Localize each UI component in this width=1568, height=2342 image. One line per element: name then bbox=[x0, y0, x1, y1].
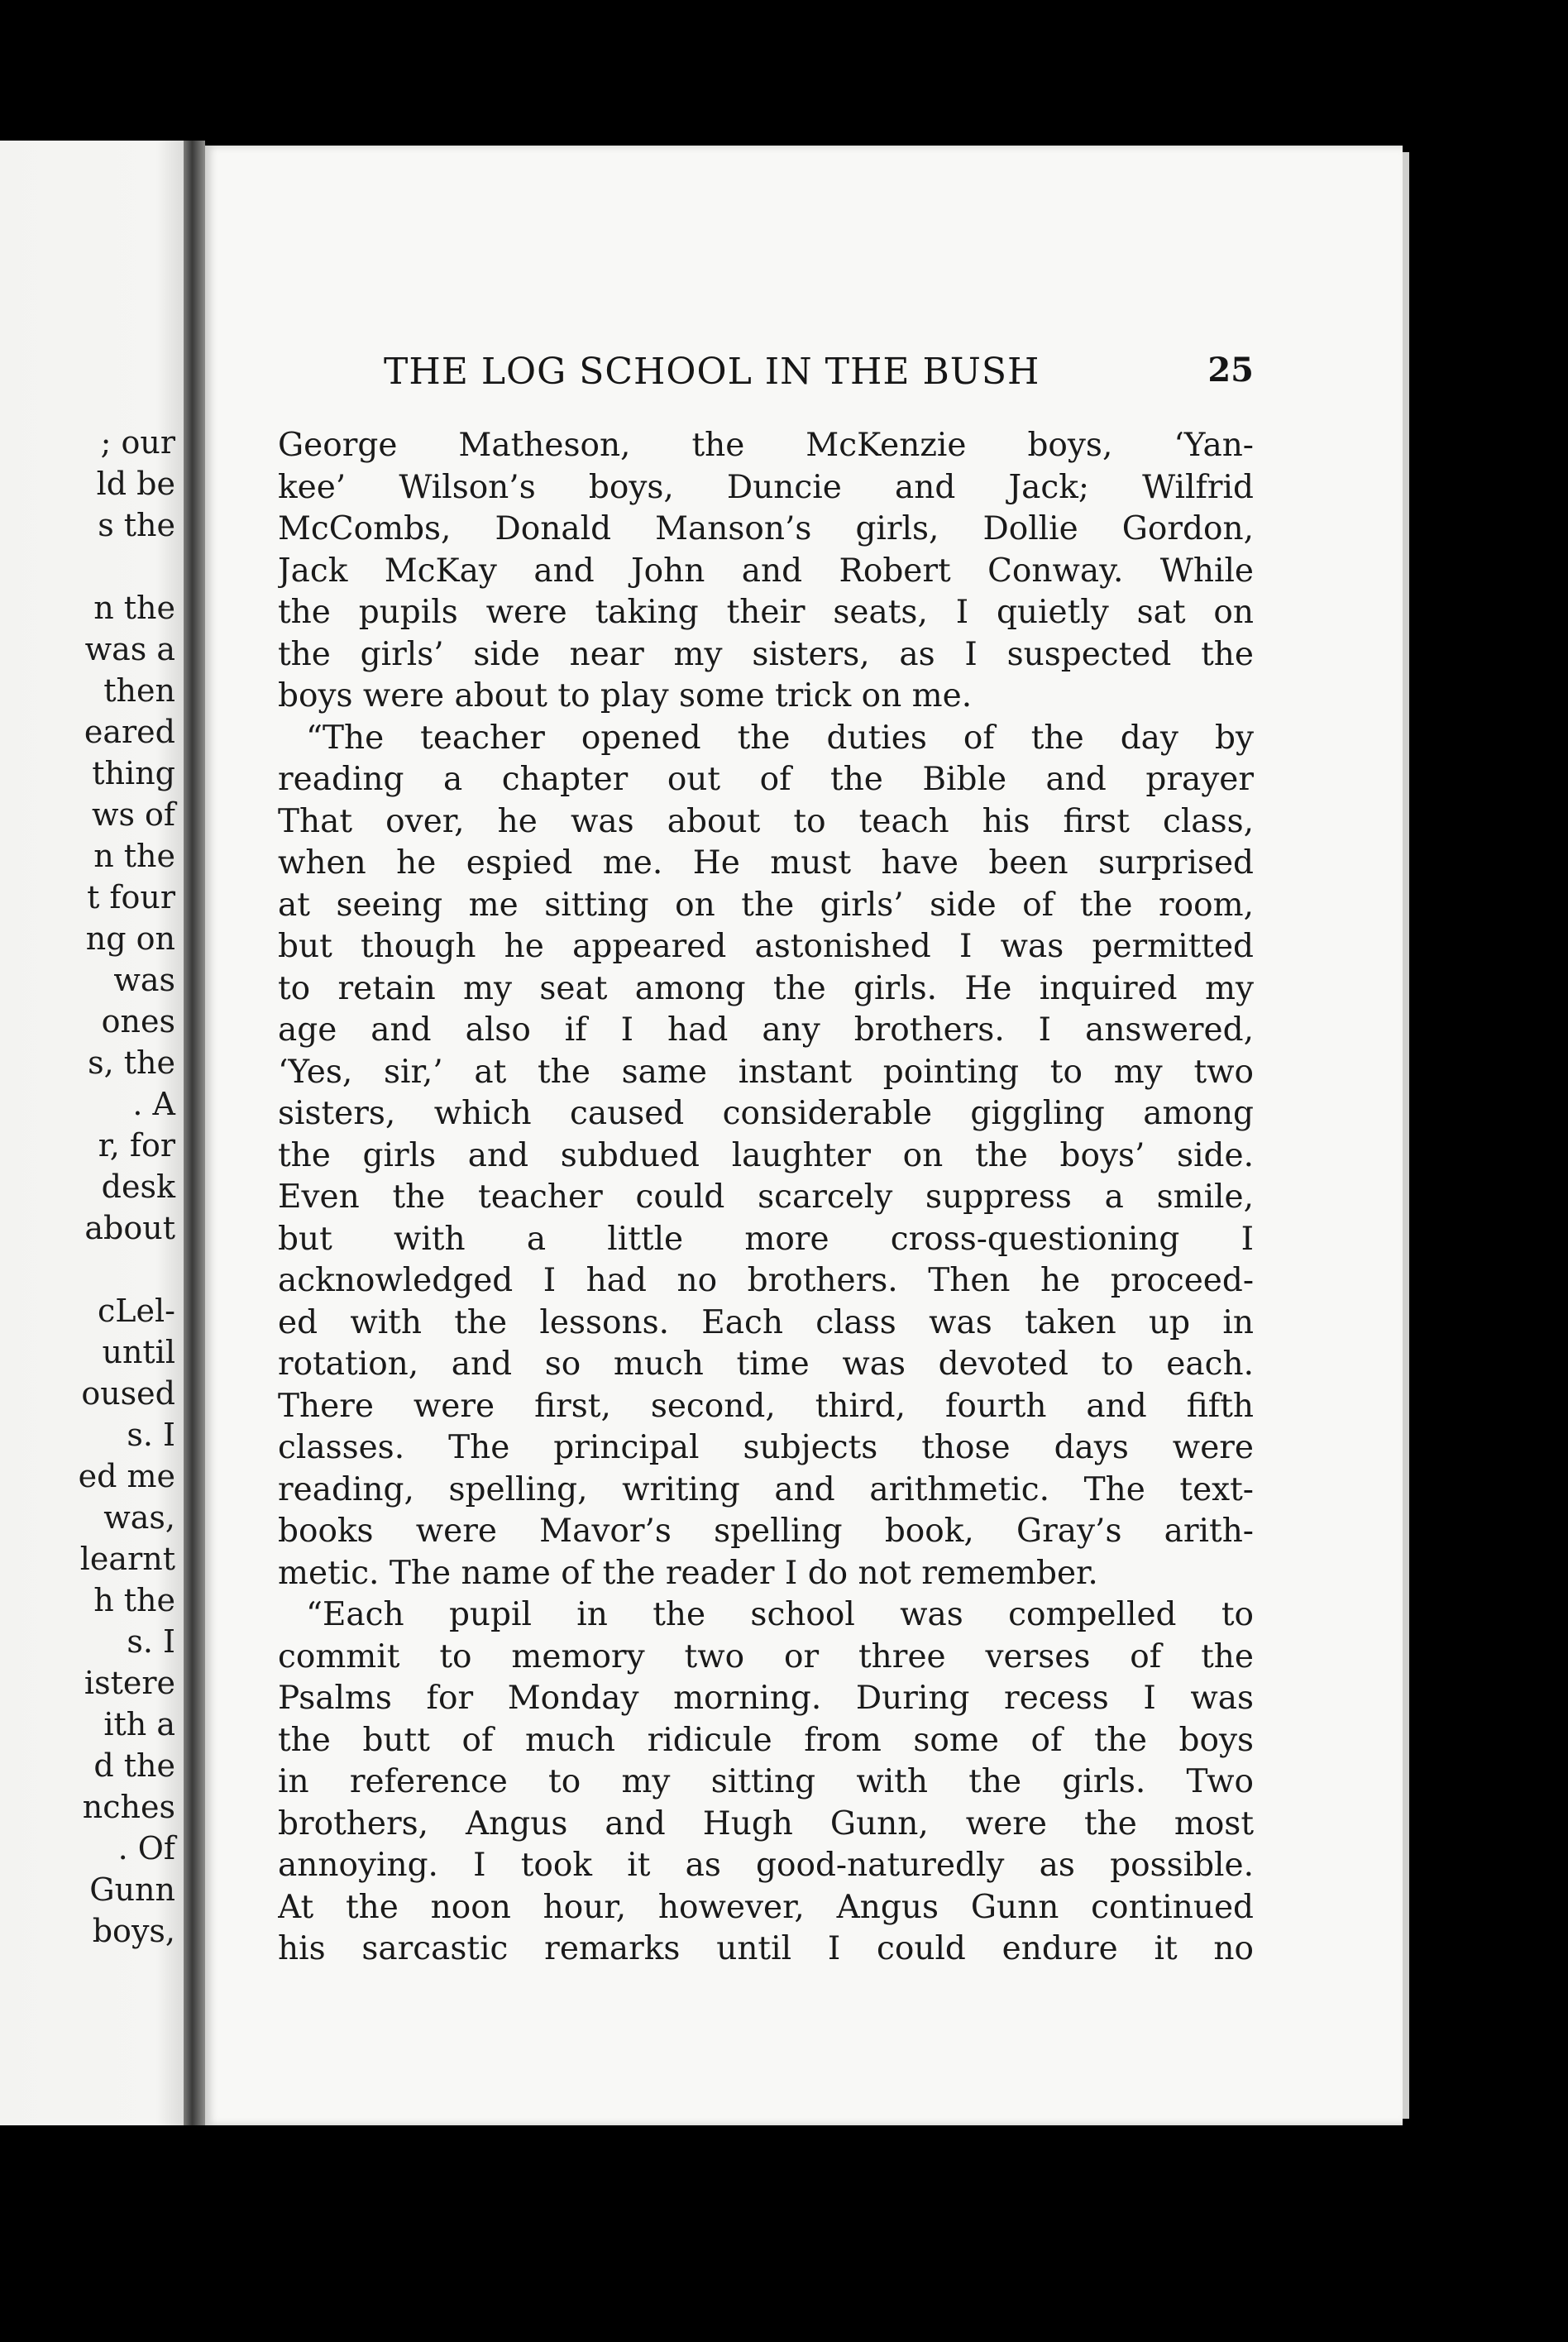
running-head bbox=[384, 351, 1254, 397]
text-line: the girls’ side near my sisters, as I suspected the bbox=[278, 635, 1254, 673]
text-line: rotation, and so much time was devoted to each. bbox=[278, 1345, 1254, 1383]
running-head-title: THE LOG SCHOOL IN THE BUSH bbox=[384, 351, 1040, 393]
text-line: ‘Yes, sir,’ at the same instant pointing to my two bbox=[278, 1053, 1254, 1091]
left-page-line: istere bbox=[84, 1665, 175, 1701]
text-line: McCombs, Donald Manson’s girls, Dollie Gordon, bbox=[278, 510, 1254, 547]
left-page-line: cLel- bbox=[98, 1293, 175, 1329]
text-line: Jack McKay and John and Robert Conway. While bbox=[278, 552, 1254, 590]
left-page-line: ws of bbox=[91, 796, 175, 833]
left-page-line: s the bbox=[98, 507, 175, 543]
text-line: kee’ Wilson’s boys, Duncie and Jack; Wilfrid bbox=[278, 468, 1254, 506]
text-line: classes. The principal subjects those days were bbox=[278, 1429, 1254, 1466]
text-line: the pupils were taking their seats, I quietly sat on bbox=[278, 594, 1254, 631]
left-page-line: . A bbox=[132, 1086, 175, 1122]
text-line: books were Mavor’s spelling book, Gray’s arith- bbox=[278, 1513, 1254, 1550]
text-line: sisters, which caused considerable giggling among bbox=[278, 1095, 1254, 1132]
left-page-line: r, for bbox=[98, 1127, 175, 1164]
left-page-line: boys, bbox=[92, 1913, 175, 1949]
left-page-line: ; our bbox=[100, 424, 175, 461]
left-page-line: t four bbox=[87, 879, 175, 915]
text-line: “Each pupil in the school was compelled to bbox=[306, 1596, 1254, 1633]
left-page-line: was a bbox=[84, 631, 175, 667]
text-line: reading, spelling, writing and arithmetic. The text- bbox=[278, 1470, 1254, 1508]
text-line: reading a chapter out of the Bible and prayer bbox=[278, 761, 1254, 798]
left-page-line: d the bbox=[93, 1747, 175, 1784]
text-line: ed with the lessons. Each class was taken up in bbox=[278, 1303, 1254, 1341]
text-line: but though he appeared astonished I was permitted bbox=[278, 928, 1254, 965]
page-edge bbox=[1403, 152, 1409, 2119]
left-page-line bbox=[79, 1249, 175, 1290]
book-gutter bbox=[184, 141, 205, 2125]
left-page-line: desk bbox=[101, 1169, 175, 1205]
text-line: at seeing me sitting on the girls’ side of the room, bbox=[278, 886, 1254, 924]
left-page-line bbox=[79, 546, 175, 587]
text-line: boys were about to play some trick on me. bbox=[278, 677, 973, 715]
text-line: There were first, second, third, fourth and fifth bbox=[278, 1387, 1254, 1425]
left-page-line: h the bbox=[93, 1582, 175, 1618]
text-line: to retain my seat among the girls. He inquired my bbox=[278, 969, 1254, 1007]
text-line: Psalms for Monday morning. During recess I was bbox=[278, 1680, 1254, 1717]
text-line: “The teacher opened the duties of the day by bbox=[306, 719, 1254, 757]
left-page-line: ld be bbox=[96, 466, 175, 502]
left-page-line: eared bbox=[84, 714, 175, 750]
left-page-line: was bbox=[113, 962, 175, 998]
text-line: but with a little more cross-questioning I bbox=[278, 1220, 1254, 1258]
text-line: George Matheson, the McKenzie boys, ‘Yan- bbox=[278, 427, 1254, 464]
text-line: annoying. I took it as good-naturedly as possible. bbox=[278, 1847, 1254, 1884]
page-number: 25 bbox=[1207, 351, 1254, 390]
left-page-text bbox=[79, 422, 175, 1952]
left-page-line: ones bbox=[101, 1003, 175, 1040]
left-page-line: oused bbox=[81, 1375, 175, 1412]
text-line: brothers, Angus and Hugh Gunn, were the most bbox=[278, 1804, 1254, 1843]
left-page-line: thing bbox=[92, 755, 175, 791]
right-page bbox=[205, 146, 1403, 2125]
left-page-line: until bbox=[102, 1334, 175, 1370]
left-page-line: s. I bbox=[127, 1417, 175, 1453]
left-page-line: ng on bbox=[85, 920, 175, 957]
text-line: age and also if I had any brothers. I answered, bbox=[278, 1011, 1254, 1049]
text-line: in reference to my sitting with the girls. Two bbox=[278, 1763, 1254, 1800]
left-page-line: was, bbox=[103, 1499, 175, 1536]
text-line: the girls and subdued laughter on the boys’ side. bbox=[278, 1136, 1254, 1174]
left-page-line: s. I bbox=[127, 1623, 175, 1660]
left-page-line: n the bbox=[93, 838, 175, 874]
text-line: That over, he was about to teach his first class, bbox=[278, 802, 1254, 840]
left-page-line: about bbox=[84, 1210, 175, 1246]
text-line: acknowledged I had no brothers. Then he proceed- bbox=[278, 1262, 1254, 1299]
text-line: his sarcastic remarks until I could endure it no bbox=[278, 1930, 1254, 1967]
left-page-line: Gunn bbox=[89, 1871, 175, 1908]
left-page-line: then bbox=[103, 672, 175, 709]
left-facing-page bbox=[0, 141, 195, 2125]
body-text bbox=[278, 425, 1254, 1971]
text-line: At the noon hour, however, Angus Gunn continued bbox=[278, 1888, 1254, 1926]
left-page-line: learnt bbox=[79, 1541, 175, 1577]
text-line: the butt of much ridicule from some of the boys bbox=[278, 1721, 1254, 1759]
text-line: metic. The name of the reader I do not remember. bbox=[278, 1554, 1098, 1592]
left-page-line: ith a bbox=[103, 1706, 175, 1742]
left-page-line: . Of bbox=[117, 1830, 175, 1866]
left-page-line: nches bbox=[82, 1789, 175, 1825]
left-page-line: ed me bbox=[78, 1458, 175, 1494]
text-line: commit to memory two or three verses of the bbox=[278, 1637, 1254, 1675]
text-line: when he espied me. He must have been surprised bbox=[278, 844, 1254, 882]
left-page-line: n the bbox=[93, 590, 175, 626]
left-page-line: s, the bbox=[88, 1044, 175, 1081]
text-line: Even the teacher could scarcely suppress a smile, bbox=[278, 1178, 1254, 1216]
